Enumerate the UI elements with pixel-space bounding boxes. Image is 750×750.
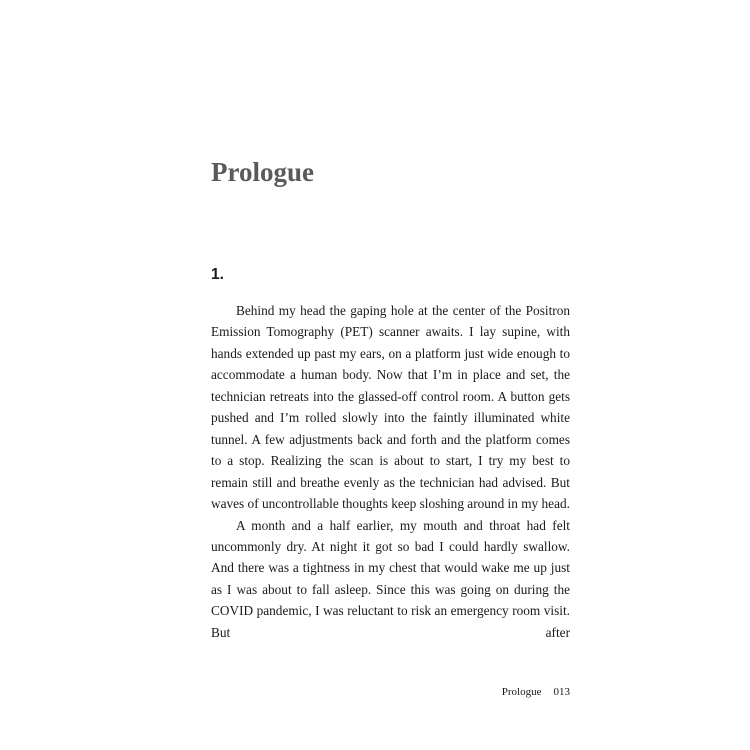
paragraph-1: Behind my head the gaping hole at the center of the Positron Emission Tomography (PET) scanner awaits. I lay supine, with hands extended up past my ears, on a platform just wide enough to accommodate a human body. Now that I’m in place and set, the technician retreats into the glassed-off control room. A button gets pushed and I’m rolled slowly into the faintly illuminated white tunnel. A few adjustments back and forth and the platform comes to a stop. Realizing the scan is about to start, I try my best to remain still and breathe evenly as the technician had advised. But waves of uncontrollable thoughts keep sloshing around in my head. (211, 303, 570, 512)
running-footer (502, 684, 570, 700)
body-text (211, 300, 570, 643)
section-number: 1. (211, 266, 224, 283)
paragraph-2: A month and a half earlier, my mouth and throat had felt uncommonly dry. At night it got so bad I could hardly swallow. And there was a tightness in my chest that would wake me up just as I was about to fall asleep. Since this was going on during the COVID pandemic, I was reluctant to risk an emergency room visit. But after (211, 517, 570, 640)
running-head: Prologue (501, 686, 542, 698)
page-number: 013 (553, 686, 570, 698)
chapter-title: Prologue (211, 157, 314, 187)
